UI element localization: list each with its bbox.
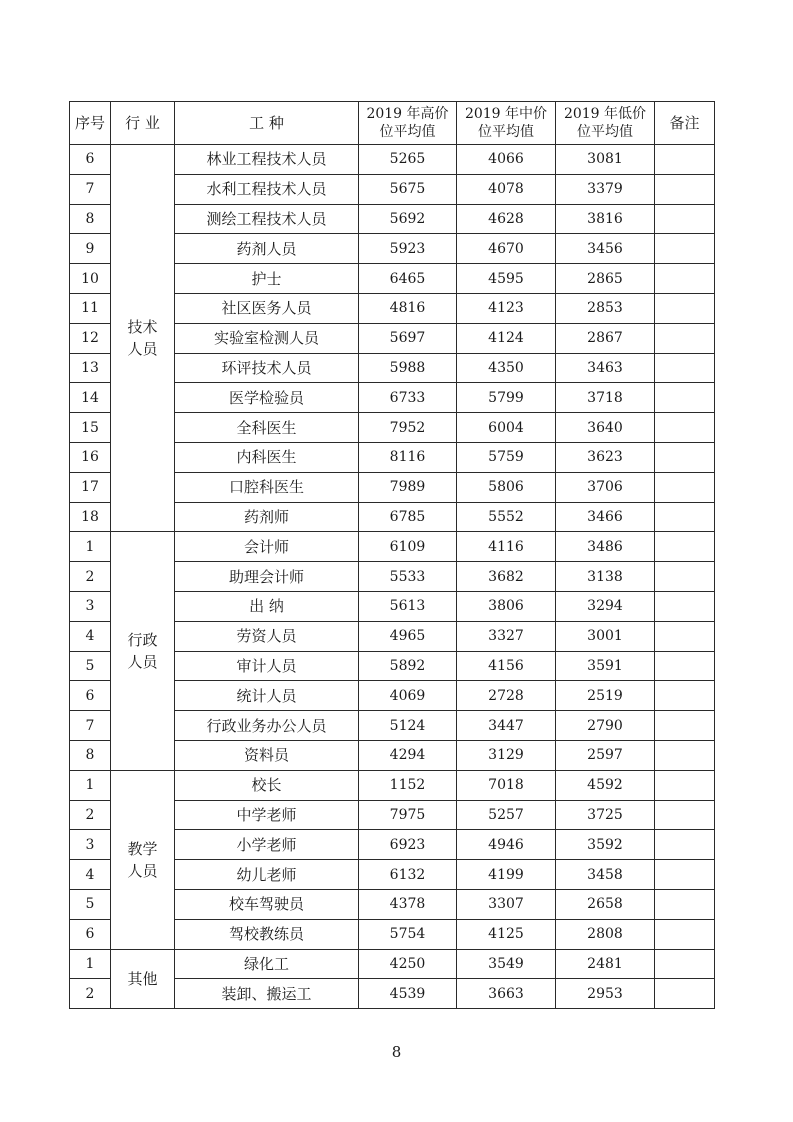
job-cell: 水利工程技术人员	[175, 174, 359, 204]
note-cell	[655, 323, 715, 353]
low-value-cell: 3379	[556, 174, 655, 204]
job-cell: 会计师	[175, 532, 359, 562]
job-cell: 绿化工	[175, 949, 359, 979]
mid-value-cell: 5759	[457, 442, 556, 472]
low-value-cell: 2867	[556, 323, 655, 353]
industry-cell	[111, 949, 175, 1009]
note-cell	[655, 979, 715, 1009]
low-value-cell: 2808	[556, 919, 655, 949]
industry-label-line: 其他	[127, 969, 158, 988]
job-cell: 出 纳	[175, 591, 359, 621]
high-value-cell: 4816	[359, 293, 457, 323]
table-row	[70, 532, 715, 562]
job-cell: 校车驾驶员	[175, 889, 359, 919]
seq-cell: 5	[70, 889, 111, 919]
note-cell	[655, 174, 715, 204]
page-number: 8	[391, 1043, 402, 1061]
industry-cell	[111, 145, 175, 532]
mid-value-cell: 2728	[457, 681, 556, 711]
note-cell	[655, 740, 715, 770]
high-value-cell: 4539	[359, 979, 457, 1009]
mid-value-cell: 3549	[457, 949, 556, 979]
note-cell	[655, 293, 715, 323]
high-value-cell: 5613	[359, 591, 457, 621]
seq-cell: 16	[70, 442, 111, 472]
note-cell	[655, 651, 715, 681]
industry-label-line: 教学	[127, 839, 158, 858]
high-value-cell: 6785	[359, 502, 457, 532]
job-cell: 行政业务办公人员	[175, 711, 359, 741]
seq-cell: 3	[70, 830, 111, 860]
header-low-line1: 2019 年低价	[563, 106, 647, 122]
low-value-cell: 3640	[556, 413, 655, 443]
job-cell: 药剂人员	[175, 234, 359, 264]
job-cell: 测绘工程技术人员	[175, 204, 359, 234]
note-cell	[655, 681, 715, 711]
high-value-cell: 5892	[359, 651, 457, 681]
header-high-line1: 2019 年高价	[366, 106, 449, 122]
seq-cell: 10	[70, 264, 111, 294]
low-value-cell: 3138	[556, 562, 655, 592]
header-mid	[457, 102, 556, 145]
note-cell	[655, 383, 715, 413]
seq-cell: 5	[70, 651, 111, 681]
seq-cell: 4	[70, 621, 111, 651]
high-value-cell: 5988	[359, 353, 457, 383]
seq-cell: 17	[70, 472, 111, 502]
high-value-cell: 4294	[359, 740, 457, 770]
seq-cell: 11	[70, 293, 111, 323]
high-value-cell: 5692	[359, 204, 457, 234]
note-cell	[655, 591, 715, 621]
low-value-cell: 3081	[556, 145, 655, 175]
high-value-cell: 5697	[359, 323, 457, 353]
job-cell: 医学检验员	[175, 383, 359, 413]
seq-cell: 2	[70, 800, 111, 830]
seq-cell: 4	[70, 860, 111, 890]
job-cell: 护士	[175, 264, 359, 294]
seq-cell: 2	[70, 979, 111, 1009]
low-value-cell: 2865	[556, 264, 655, 294]
low-value-cell: 3486	[556, 532, 655, 562]
note-cell	[655, 830, 715, 860]
low-value-cell: 3001	[556, 621, 655, 651]
seq-cell: 7	[70, 174, 111, 204]
mid-value-cell: 4124	[457, 323, 556, 353]
low-value-cell: 2790	[556, 711, 655, 741]
job-cell: 全科医生	[175, 413, 359, 443]
note-cell	[655, 472, 715, 502]
note-cell	[655, 204, 715, 234]
low-value-cell: 3458	[556, 860, 655, 890]
header-mid-line2: 位平均值	[478, 124, 534, 140]
seq-cell: 1	[70, 770, 111, 800]
seq-cell: 7	[70, 711, 111, 741]
header-job: 工 种	[175, 102, 359, 145]
note-cell	[655, 919, 715, 949]
note-cell	[655, 949, 715, 979]
header-low	[556, 102, 655, 145]
wage-table	[69, 101, 715, 1009]
high-value-cell: 7989	[359, 472, 457, 502]
seq-cell: 14	[70, 383, 111, 413]
job-cell: 实验室检测人员	[175, 323, 359, 353]
high-value-cell: 1152	[359, 770, 457, 800]
mid-value-cell: 4350	[457, 353, 556, 383]
low-value-cell: 3592	[556, 830, 655, 860]
job-cell: 幼儿老师	[175, 860, 359, 890]
mid-value-cell: 3447	[457, 711, 556, 741]
job-cell: 助理会计师	[175, 562, 359, 592]
mid-value-cell: 5257	[457, 800, 556, 830]
note-cell	[655, 800, 715, 830]
table-row	[70, 949, 715, 979]
low-value-cell: 3466	[556, 502, 655, 532]
seq-cell: 2	[70, 562, 111, 592]
note-cell	[655, 234, 715, 264]
mid-value-cell: 4199	[457, 860, 556, 890]
high-value-cell: 5754	[359, 919, 457, 949]
mid-value-cell: 4123	[457, 293, 556, 323]
low-value-cell: 3623	[556, 442, 655, 472]
job-cell: 内科医生	[175, 442, 359, 472]
note-cell	[655, 889, 715, 919]
seq-cell: 13	[70, 353, 111, 383]
seq-cell: 1	[70, 532, 111, 562]
low-value-cell: 3718	[556, 383, 655, 413]
mid-value-cell: 3307	[457, 889, 556, 919]
seq-cell: 8	[70, 204, 111, 234]
header-industry: 行 业	[111, 102, 175, 145]
mid-value-cell: 3806	[457, 591, 556, 621]
mid-value-cell: 4156	[457, 651, 556, 681]
mid-value-cell: 3663	[457, 979, 556, 1009]
high-value-cell: 5675	[359, 174, 457, 204]
low-value-cell: 2953	[556, 979, 655, 1009]
mid-value-cell: 3682	[457, 562, 556, 592]
low-value-cell: 2597	[556, 740, 655, 770]
mid-value-cell: 6004	[457, 413, 556, 443]
note-cell	[655, 442, 715, 472]
job-cell: 驾校教练员	[175, 919, 359, 949]
high-value-cell: 8116	[359, 442, 457, 472]
industry-cell	[111, 770, 175, 949]
industry-label-line: 人员	[127, 653, 158, 672]
low-value-cell: 2658	[556, 889, 655, 919]
low-value-cell: 3816	[556, 204, 655, 234]
low-value-cell: 3591	[556, 651, 655, 681]
seq-cell: 6	[70, 681, 111, 711]
low-value-cell: 3706	[556, 472, 655, 502]
header-high-line2: 位平均值	[379, 124, 436, 140]
high-value-cell: 6109	[359, 532, 457, 562]
note-cell	[655, 711, 715, 741]
mid-value-cell: 3327	[457, 621, 556, 651]
header-note: 备注	[655, 102, 715, 145]
seq-cell: 8	[70, 740, 111, 770]
high-value-cell: 5533	[359, 562, 457, 592]
mid-value-cell: 4946	[457, 830, 556, 860]
high-value-cell: 6923	[359, 830, 457, 860]
mid-value-cell: 3129	[457, 740, 556, 770]
table-row	[70, 770, 715, 800]
header-low-line2: 位平均值	[577, 124, 633, 140]
industry-label-line: 技术	[127, 318, 158, 337]
high-value-cell: 7975	[359, 800, 457, 830]
high-value-cell: 4378	[359, 889, 457, 919]
seq-cell: 15	[70, 413, 111, 443]
header-seq: 序号	[70, 102, 111, 145]
low-value-cell: 3725	[556, 800, 655, 830]
job-cell: 中学老师	[175, 800, 359, 830]
job-cell: 口腔科医生	[175, 472, 359, 502]
low-value-cell: 2481	[556, 949, 655, 979]
industry-cell	[111, 532, 175, 770]
seq-cell: 9	[70, 234, 111, 264]
low-value-cell: 4592	[556, 770, 655, 800]
high-value-cell: 5265	[359, 145, 457, 175]
job-cell: 审计人员	[175, 651, 359, 681]
job-cell: 药剂师	[175, 502, 359, 532]
seq-cell: 6	[70, 145, 111, 175]
table-body	[70, 145, 715, 1009]
header-mid-line1: 2019 年中价	[464, 106, 548, 122]
note-cell	[655, 770, 715, 800]
high-value-cell: 4069	[359, 681, 457, 711]
industry-label-line: 行政	[127, 631, 158, 650]
job-cell: 统计人员	[175, 681, 359, 711]
industry-label-line: 人员	[127, 861, 158, 880]
mid-value-cell: 4078	[457, 174, 556, 204]
job-cell: 校长	[175, 770, 359, 800]
mid-value-cell: 5552	[457, 502, 556, 532]
seq-cell: 6	[70, 919, 111, 949]
table-row	[70, 145, 715, 175]
mid-value-cell: 7018	[457, 770, 556, 800]
job-cell: 小学老师	[175, 830, 359, 860]
low-value-cell: 3294	[556, 591, 655, 621]
note-cell	[655, 532, 715, 562]
note-cell	[655, 502, 715, 532]
note-cell	[655, 264, 715, 294]
high-value-cell: 4965	[359, 621, 457, 651]
mid-value-cell: 4670	[457, 234, 556, 264]
low-value-cell: 2853	[556, 293, 655, 323]
note-cell	[655, 562, 715, 592]
note-cell	[655, 413, 715, 443]
high-value-cell: 6132	[359, 860, 457, 890]
seq-cell: 1	[70, 949, 111, 979]
seq-cell: 12	[70, 323, 111, 353]
mid-value-cell: 4628	[457, 204, 556, 234]
mid-value-cell: 4066	[457, 145, 556, 175]
job-cell: 资料员	[175, 740, 359, 770]
header-high	[359, 102, 457, 145]
mid-value-cell: 4595	[457, 264, 556, 294]
high-value-cell: 6733	[359, 383, 457, 413]
job-cell: 林业工程技术人员	[175, 145, 359, 175]
seq-cell: 18	[70, 502, 111, 532]
low-value-cell: 3456	[556, 234, 655, 264]
job-cell: 装卸、搬运工	[175, 979, 359, 1009]
job-cell: 环评技术人员	[175, 353, 359, 383]
job-cell: 社区医务人员	[175, 293, 359, 323]
low-value-cell: 2519	[556, 681, 655, 711]
note-cell	[655, 353, 715, 383]
mid-value-cell: 4125	[457, 919, 556, 949]
table-header-row	[70, 102, 715, 145]
note-cell	[655, 860, 715, 890]
low-value-cell: 3463	[556, 353, 655, 383]
seq-cell: 3	[70, 591, 111, 621]
high-value-cell: 5923	[359, 234, 457, 264]
note-cell	[655, 621, 715, 651]
industry-label-line: 人员	[127, 340, 158, 359]
high-value-cell: 5124	[359, 711, 457, 741]
mid-value-cell: 5799	[457, 383, 556, 413]
high-value-cell: 4250	[359, 949, 457, 979]
high-value-cell: 7952	[359, 413, 457, 443]
note-cell	[655, 145, 715, 175]
mid-value-cell: 5806	[457, 472, 556, 502]
high-value-cell: 6465	[359, 264, 457, 294]
job-cell: 劳资人员	[175, 621, 359, 651]
mid-value-cell: 4116	[457, 532, 556, 562]
